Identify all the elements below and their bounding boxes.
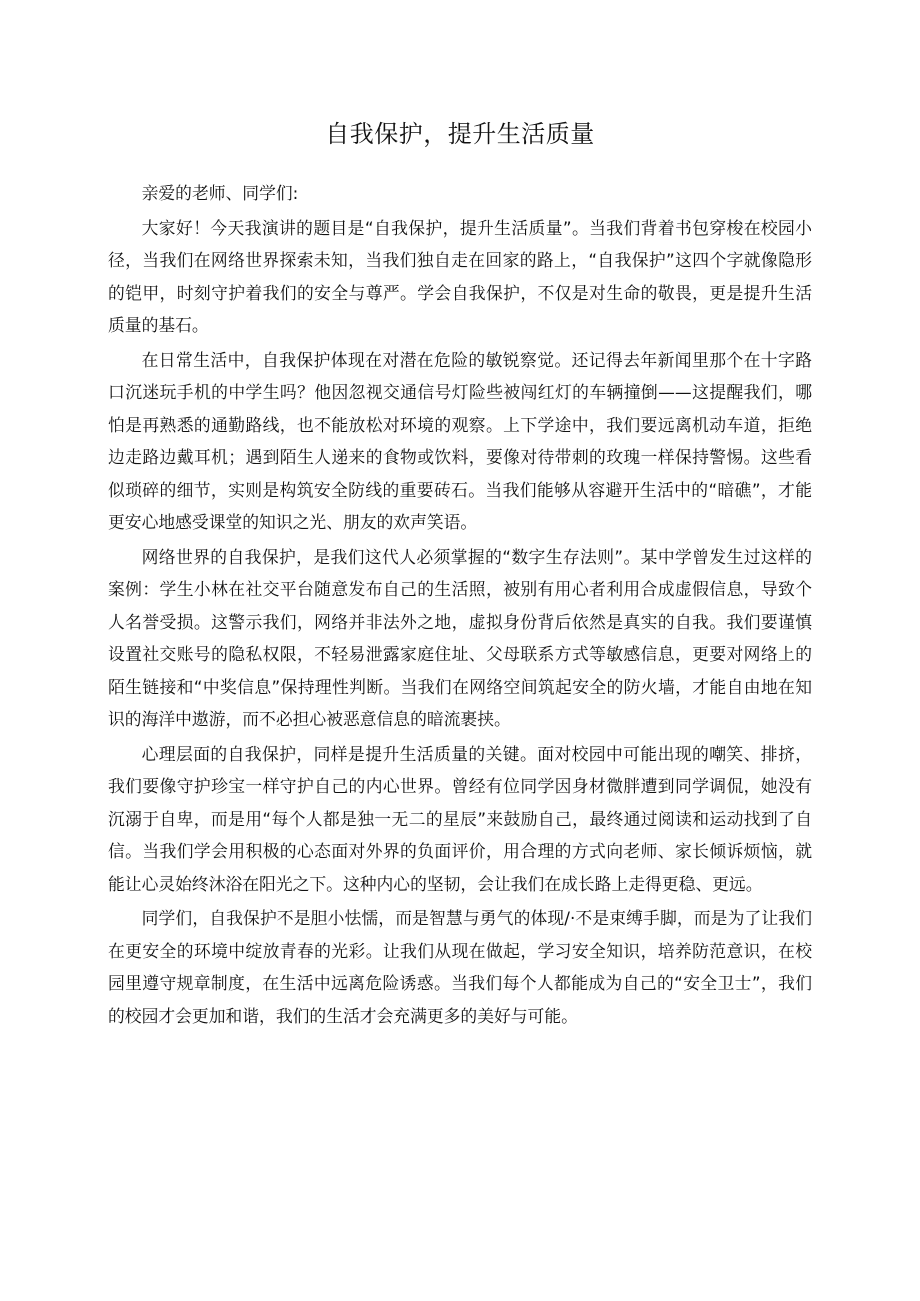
salutation: 亲爱的老师、同学们: xyxy=(141,183,299,203)
paragraph-greeting: 大家好！今天我演讲的题目是“自我保护，提升生活质量”。当我们背着书包穿梭在校园小径，当我们在网络世界探索未知，当我们独自走在回家的路上，“自我保护”这四个字就像隐形的铠甲，时刻守护着我们的安全与尊严。学会自我保护，不仅是对生命的敬畏，更是提升生活质量的基石。 xyxy=(108,217,812,335)
document-body xyxy=(108,177,812,1034)
paragraph-online: 网络世界的自我保护，是我们这代人必须掌握的“数字生存法则”。某中学曾发生过这样的案例：学生小林在社交平台随意发布自己的生活照，被别有用心者利用合成虚假信息，导致个人名誉受损。这警示我们，网络并非法外之地，虚拟身份背后依然是真实的自我。我们要谨慎设置社交账号的隐私权限，不轻易泄露家庭住址、父母联系方式等敏感信息，更要对网络上的陌生链接和“中奖信息”保持理性判断。当我们在网络空间筑起安全的防火墙，才能自由地在知识的海洋中遨游，而不必担心被恶意信息的暗流裹挟。 xyxy=(108,546,812,729)
document-title: 自我保护，提升生活质量 xyxy=(325,120,595,148)
paragraph-conclusion: 同学们，自我保护不是胆小怯懦，而是智慧与勇气的体现/·不是束缚手脚，而是为了让我们在更安全的环境中绽放青春的光彩。让我们从现在做起，学习安全知识，培养防范意识，在校园里遵守规章制度，在生活中远离危险诱惑。当我们每个人都能成为自己的“安全卫士”，我们的校园才会更加和谐，我们的生活才会充满更多的美好与可能。 xyxy=(108,908,812,1026)
paragraph-psychological: 心理层面的自我保护，同样是提升生活质量的关键。面对校园中可能出现的嘲笑、排挤，我们要像守护珍宝一样守护自己的内心世界。曾经有位同学因身材微胖遭到同学调侃，她没有沉溺于自卑，而是用“每个人都是独一无二的星辰”来鼓励自己，最终通过阅读和运动找到了自信。当我们学会用积极的心态面对外界的负面评价，用合理的方式向老师、家长倾诉烦恼，就能让心灵始终沐浴在阳光之下。这种内心的坚韧，会让我们在成长路上走得更稳、更远。 xyxy=(108,743,812,894)
paragraph-daily-life: 在日常生活中，自我保护体现在对潜在危险的敏锐察觉。还记得去年新闻里那个在十字路口沉迷玩手机的中学生吗？他因忽视交通信号灯险些被闯红灯的车辆撞倒——这提醒我们，哪怕是再熟悉的通勤路线，也不能放松对环境的观察。上下学途中，我们要远离机动车道，拒绝边走路边戴耳机；遇到陌生人递来的食物或饮料，要像对待带刺的玫瑰一样保持警惕。这些看似琐碎的细节，实则是构筑安全防线的重要砖石。当我们能够从容避开生活中的“暗礁”，才能更安心地感受课堂的知识之光、朋友的欢声笑语。 xyxy=(108,349,812,532)
